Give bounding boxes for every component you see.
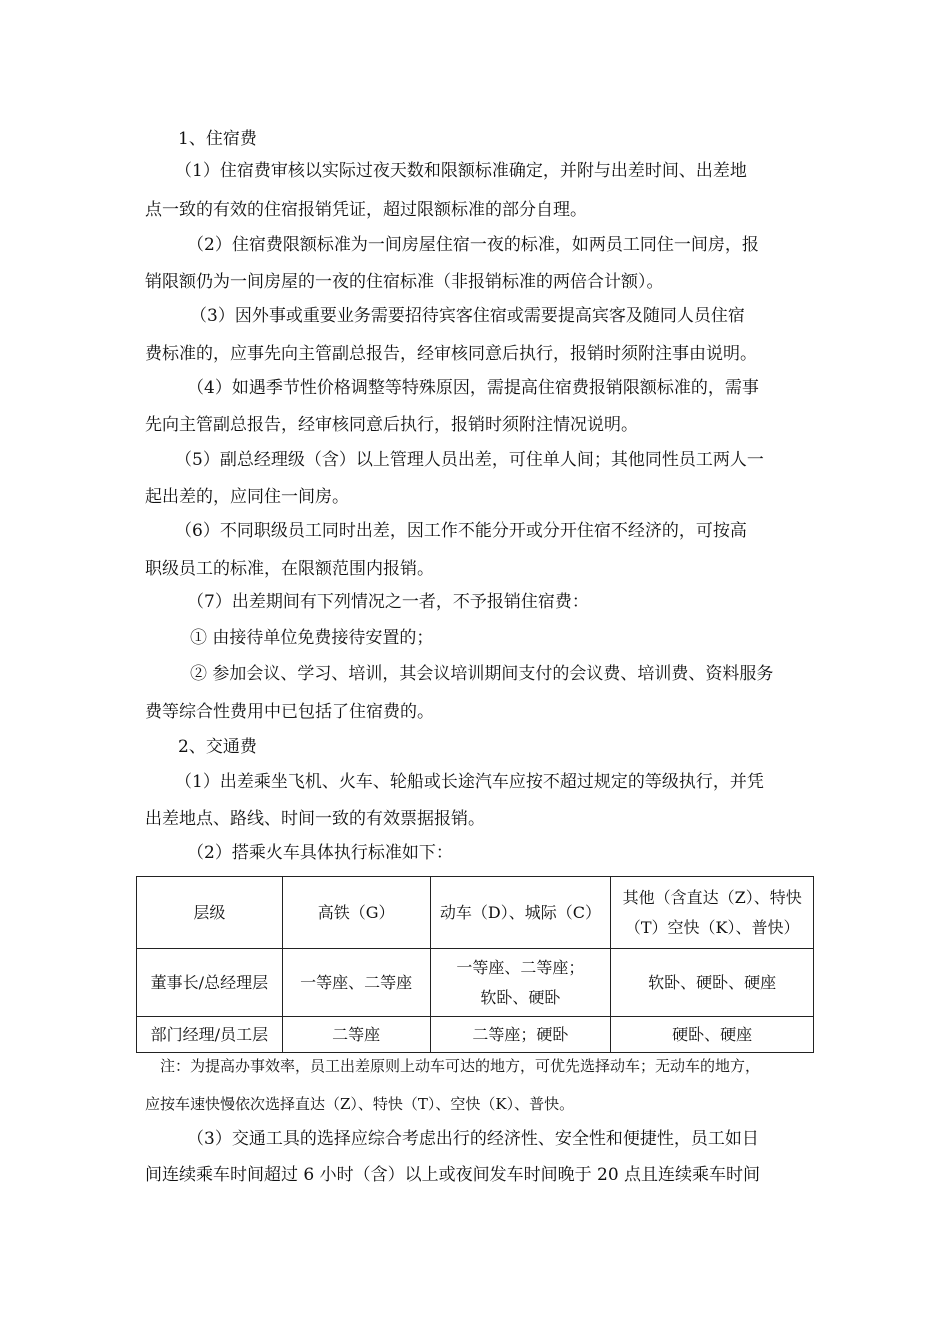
paragraph-line: （3）交通工具的选择应综合考虑出行的经济性、安全性和便捷性，员工如日 xyxy=(187,1129,759,1149)
paragraph-line: 起出差的，应同住一间房。 xyxy=(145,487,349,507)
paragraph-line: （6）不同职级员工同时出差，因工作不能分开或分开住宿不经济的，可按高 xyxy=(175,521,747,541)
table-note: 注：为提高办事效率，员工出差原则上动车可达的地方，可优先选择动车；无动车的地方， xyxy=(160,1057,761,1075)
table-header-cell-line: （T）空快（K）、普快） xyxy=(624,917,800,937)
table-row xyxy=(137,1017,814,1053)
table-header-row xyxy=(137,877,814,949)
table-header-cell: 高铁（G） xyxy=(282,877,430,949)
paragraph-line: 点一致的有效的住宿报销凭证，超过限额标准的部分自理。 xyxy=(145,200,587,220)
table-cell: 部门经理/员工层 xyxy=(137,1017,283,1053)
table-cell: 二等座；硬卧 xyxy=(430,1017,611,1053)
paragraph-line: （7）出差期间有下列情况之一者，不予报销住宿费： xyxy=(187,592,589,612)
table-header-cell-line: 其他（含直达（Z）、特快 xyxy=(622,887,802,907)
table-note: 应按车速快慢依次选择直达（Z）、特快（T）、空快（K）、普快。 xyxy=(145,1095,575,1113)
table-cell: 硬卧、硬座 xyxy=(611,1017,814,1053)
table-header-cell: 动车（D）、城际（C） xyxy=(430,877,611,949)
table-row xyxy=(137,949,814,1017)
paragraph-line: 费等综合性费用中已包括了住宿费的。 xyxy=(145,702,434,722)
paragraph-line: 出差地点、路线、时间一致的有效票据报销。 xyxy=(145,809,485,829)
paragraph-line: （1）住宿费审核以实际过夜天数和限额标准确定，并附与出差时间、出差地 xyxy=(175,161,747,181)
paragraph-line: （5）副总经理级（含）以上管理人员出差，可住单人间；其他同性员工两人一 xyxy=(175,450,764,470)
paragraph-line: （3）因外事或重要业务需要招待宾客住宿或需要提高宾客及随同人员住宿 xyxy=(190,306,745,326)
table-cell: 软卧、硬卧、硬座 xyxy=(611,949,814,1017)
list-item: ① 由接待单位免费接待安置的； xyxy=(190,628,434,648)
paragraph-line: 费标准的，应事先向主管副总报告，经审核同意后执行，报销时须附注事由说明。 xyxy=(145,344,757,364)
paragraph-line: 销限额仍为一间房屋的一夜的住宿标准（非报销标准的两倍合计额）。 xyxy=(145,272,664,292)
section-heading: 2、交通费 xyxy=(178,737,257,757)
table-header-cell: 层级 xyxy=(137,877,283,949)
paragraph-line: （2）住宿费限额标准为一间房屋住宿一夜的标准，如两员工同住一间房，报 xyxy=(187,235,759,255)
table-cell: 董事长/总经理层 xyxy=(137,949,283,1017)
paragraph-line: （2）搭乘火车具体执行标准如下： xyxy=(187,843,453,863)
table-cell: 一等座、二等座 xyxy=(282,949,430,1017)
table-cell-line: 软卧、硬卧 xyxy=(480,987,561,1007)
list-item: ② 参加会议、学习、培训，其会议培训期间支付的会议费、培训费、资料服务 xyxy=(190,664,774,684)
table-cell: 二等座 xyxy=(282,1017,430,1053)
paragraph-line: 先向主管副总报告，经审核同意后执行，报销时须附注情况说明。 xyxy=(145,415,638,435)
table-cell-line: 一等座、二等座； xyxy=(456,957,585,977)
paragraph-line: （1）出差乘坐飞机、火车、轮船或长途汽车应按不超过规定的等级执行，并凭 xyxy=(175,772,764,792)
paragraph-line: 职级员工的标准，在限额范围内报销。 xyxy=(145,559,434,579)
table-header-cell xyxy=(611,877,814,949)
paragraph-line: （4）如遇季节性价格调整等特殊原因，需提高住宿费报销限额标准的，需事 xyxy=(187,378,759,398)
table-cell xyxy=(430,949,611,1017)
train-standard-table xyxy=(136,876,814,1053)
paragraph-line: 间连续乘车时间超过 6 小时（含）以上或夜间发车时间晚于 20 点且连续乘车时间 xyxy=(145,1165,761,1185)
section-heading: 1、住宿费 xyxy=(178,129,257,149)
